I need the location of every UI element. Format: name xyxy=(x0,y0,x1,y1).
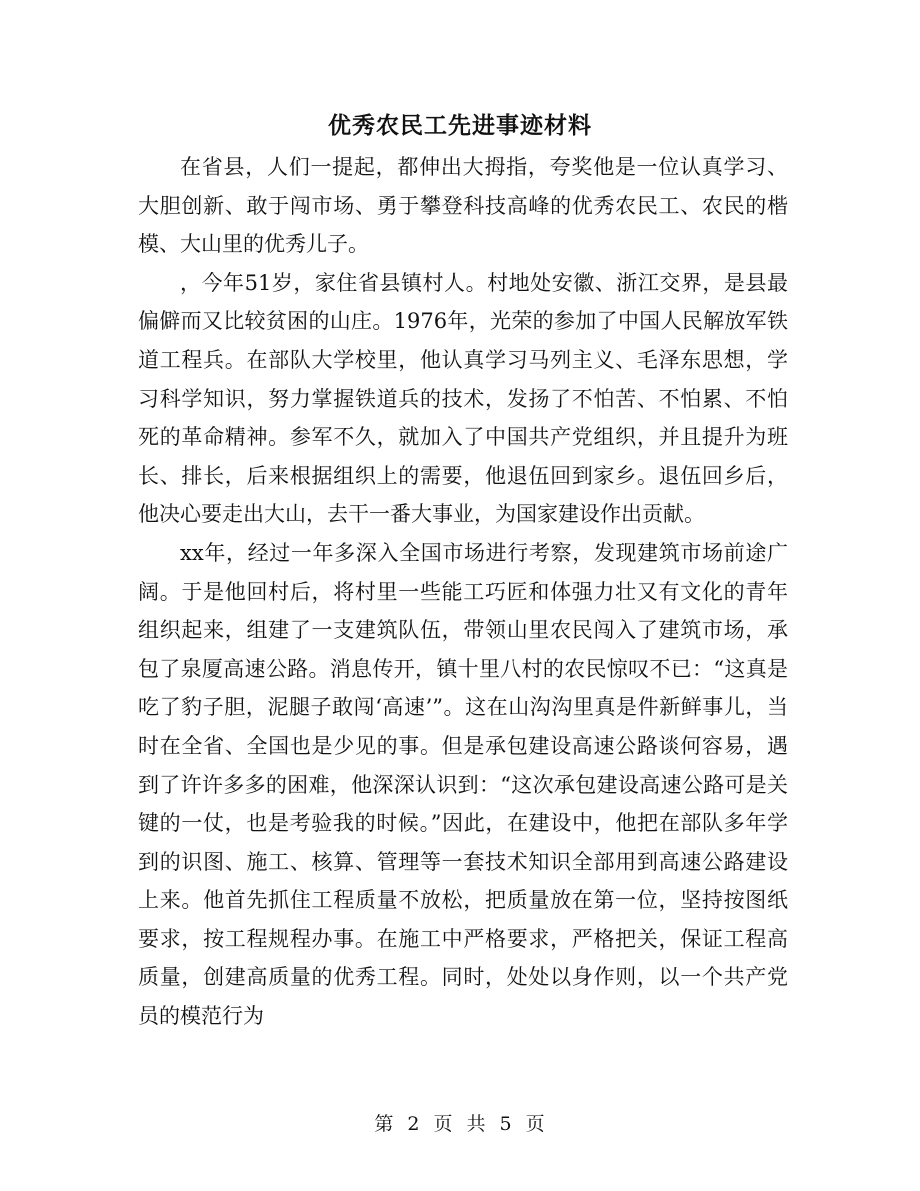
document-body xyxy=(138,148,788,1036)
page-number-footer: 第 2 页 共 5 页 xyxy=(374,1113,546,1135)
document-title: 优秀农民工先进事迹材料 xyxy=(328,112,592,139)
paragraph-3: xx年，经过一年多深入全国市场进行考察，发现建筑市场前途广阔。于是他回村后，将村里一些能工巧匠和体强力壮又有文化的青年组织起来，组建了一支建筑队伍，带领山里农民闯入了建筑市场，承包了泉厦高速公路。消息传开，镇十里八村的农民惊叹不已：“这真是吃了豹子胆，泥腿子敢闯‘高速’”。这在山沟沟里真是件新鲜事儿，当时在全省、全国也是少见的事。但是承包建设高速公路谈何容易，遇到了许许多多的困难，他深深认识到：“这次承包建设高速公路可是关键的一仗，也是考验我的时候。”因此，在建设中，他把在部队多年学到的识图、施工、核算、管理等一套技术知识全部用到高速公路建设上来。他首先抓住工程质量不放松，把质量放在第一位，坚持按图纸要求，按工程规程办事。在施工中严格要求，严格把关，保证工程高质量，创建高质量的优秀工程。同时，处处以身作则，以一个共产党员的模范行为 xyxy=(138,540,788,1029)
paragraph-2: ，今年51岁，家住省县镇村人。村地处安徽、浙江交界，是县最偏僻而又比较贫困的山庄。1976年，光荣的参加了中国人民解放军铁道工程兵。在部队大学校里，他认真学习马列主义、毛泽东思想，学习科学知识，努力掌握铁道兵的技术，发扬了不怕苦、不怕累、不怕死的革命精神。参军不久，就加入了中国共产党组织，并且提升为班长、排长，后来根据组织上的需要，他退伍回到家乡。退伍回乡后，他决心要走出大山，去干一番大事业，为国家建设作出贡献。 xyxy=(138,270,788,527)
paragraph-1: 在省县，人们一提起，都伸出大拇指，夸奖他是一位认真学习、大胆创新、敢于闯市场、勇于攀登科技高峰的优秀农民工、农民的楷模、大山里的优秀儿子。 xyxy=(138,155,788,257)
